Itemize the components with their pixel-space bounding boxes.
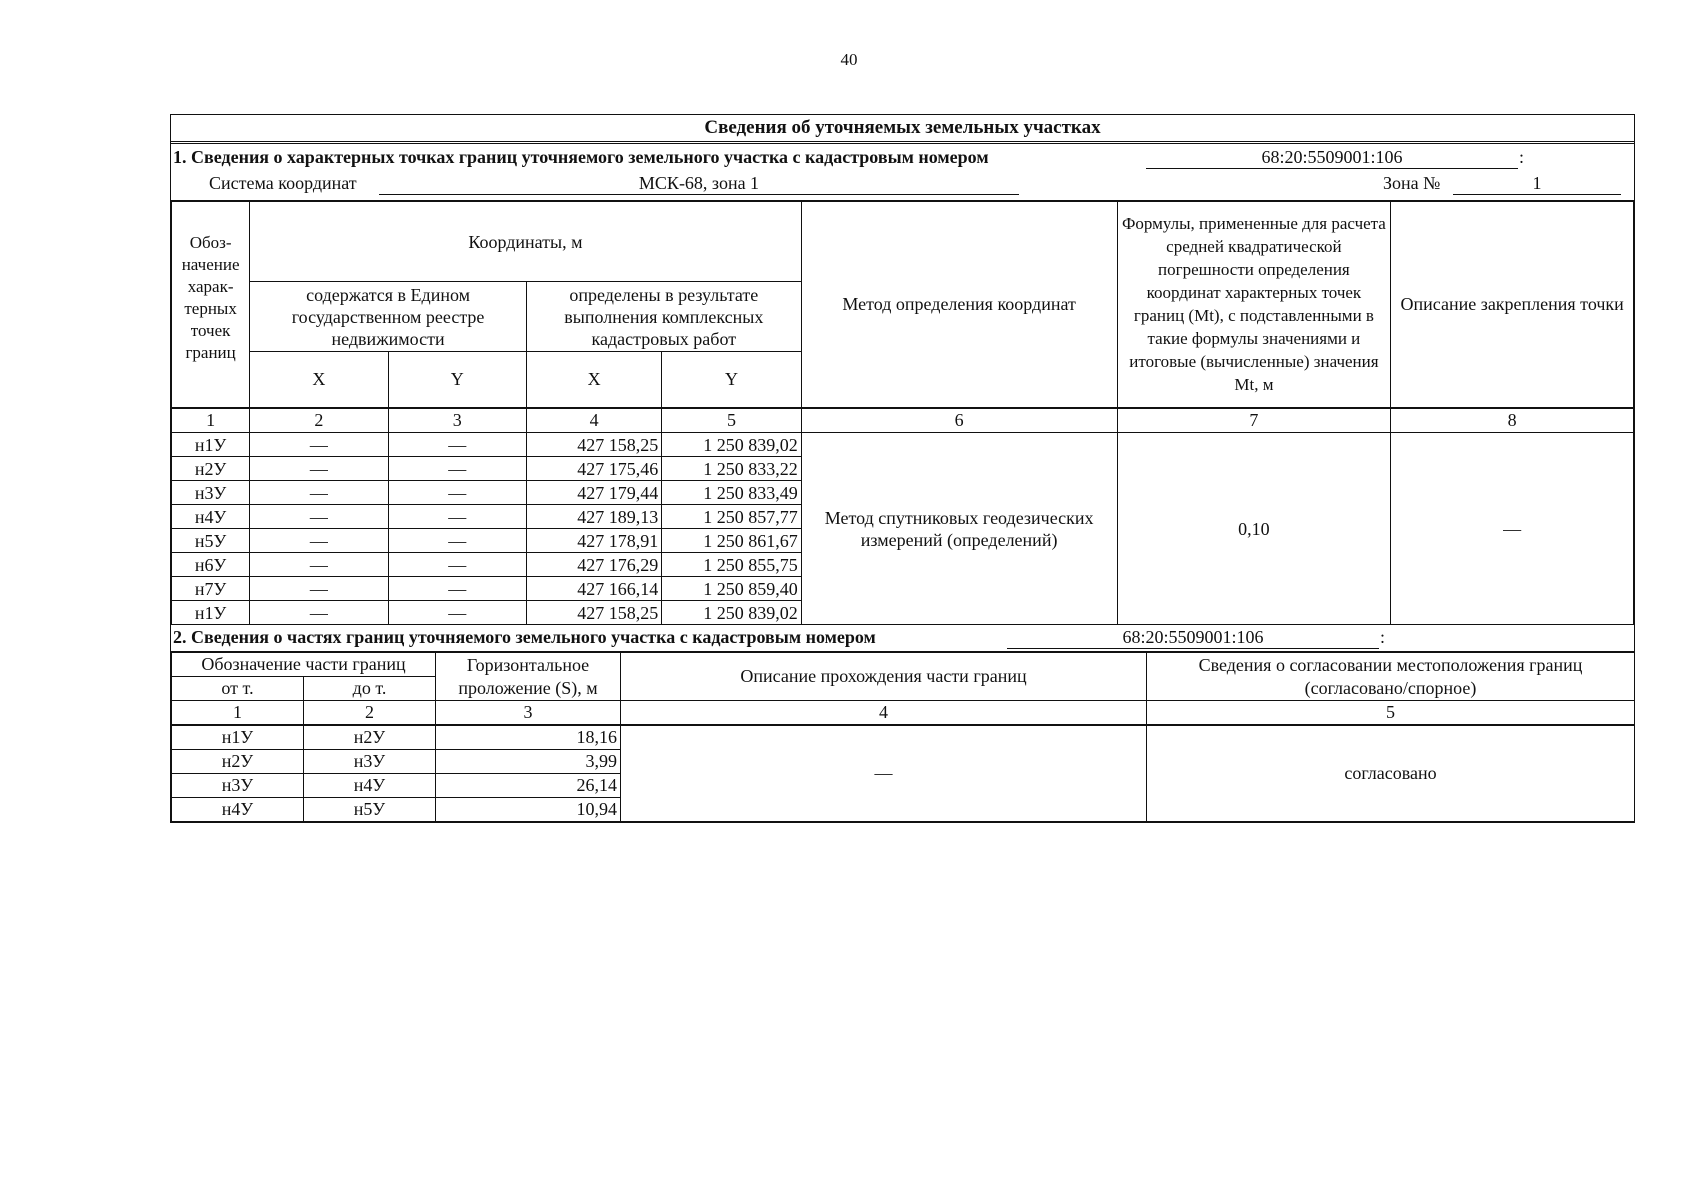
point-id: н1У	[172, 601, 250, 625]
section1-header	[171, 144, 1634, 201]
table-row	[172, 725, 1635, 750]
zone-label: Зона №	[1383, 173, 1441, 193]
y-kkr: 1 250 839,02	[662, 601, 801, 625]
section1-heading: 1. Сведения о характерных точках границ уточняемого земельного участка с кадастровым номером	[173, 147, 989, 167]
point-id: н4У	[172, 505, 250, 529]
from-point: н1У	[172, 725, 304, 750]
y-kkr: 1 250 859,40	[662, 577, 801, 601]
from-point: н3У	[172, 774, 304, 798]
header-agreement: Сведения о согласовании местоположения границ (согласовано/спорное)	[1147, 653, 1635, 701]
point-id: н1У	[172, 433, 250, 457]
x-egrn: —	[250, 577, 388, 601]
fixing-value: —	[1391, 433, 1634, 625]
header-method: Метод определения координат	[801, 202, 1117, 408]
horizontal-distance: 3,99	[436, 750, 621, 774]
coord-system-value: МСК-68, зона 1	[379, 173, 1019, 195]
header-formulas: Формулы, примененные для расчета средней квадратической погрешности определения координат характерных точек границ (Mt), с подставленными в такие формулы значениями и итоговые (вычисленные) значения Mt, м	[1117, 202, 1391, 408]
col-number: 1	[172, 701, 304, 726]
x-egrn: —	[250, 457, 388, 481]
col-number: 3	[388, 408, 526, 433]
header-y-egrn: Y	[388, 352, 526, 408]
cadastral-sheet	[170, 114, 1635, 823]
coord-system-label: Система координат	[209, 173, 357, 193]
y-kkr: 1 250 833,22	[662, 457, 801, 481]
page-number: 40	[840, 50, 858, 69]
x-kkr: 427 158,25	[526, 433, 661, 457]
y-kkr: 1 250 839,02	[662, 433, 801, 457]
col-number: 5	[1147, 701, 1635, 726]
x-egrn: —	[250, 529, 388, 553]
point-id: н5У	[172, 529, 250, 553]
y-egrn: —	[388, 529, 526, 553]
x-egrn: —	[250, 481, 388, 505]
y-kkr: 1 250 861,67	[662, 529, 801, 553]
header-from: от т.	[172, 677, 304, 701]
description-value: —	[621, 725, 1147, 822]
x-egrn: —	[250, 505, 388, 529]
col-number: 4	[621, 701, 1147, 726]
x-kkr: 427 175,46	[526, 457, 661, 481]
header-point-designation: Обоз- начение харак- терных точек границ	[172, 202, 250, 408]
header-coordinates: Координаты, м	[250, 202, 802, 282]
x-kkr: 427 179,44	[526, 481, 661, 505]
horizontal-distance: 10,94	[436, 798, 621, 822]
section1-colon: :	[1519, 147, 1525, 167]
column-numbers-row	[172, 701, 1635, 726]
x-egrn: —	[250, 433, 388, 457]
header-horizontal: Горизонтальное проложение (S), м	[436, 653, 621, 701]
point-id: н3У	[172, 481, 250, 505]
from-point: н2У	[172, 750, 304, 774]
col-number: 2	[250, 408, 388, 433]
x-egrn: —	[250, 553, 388, 577]
header-x-egrn: X	[250, 352, 388, 408]
point-id: н2У	[172, 457, 250, 481]
header-fixing: Описание закрепления точки	[1391, 202, 1634, 408]
section2-cadastral-number: 68:20:5509001:106	[1007, 627, 1379, 649]
section2-header	[171, 625, 1634, 652]
y-kkr: 1 250 833,49	[662, 481, 801, 505]
col-number: 5	[662, 408, 801, 433]
to-point: н4У	[304, 774, 436, 798]
to-point: н2У	[304, 725, 436, 750]
y-egrn: —	[388, 457, 526, 481]
header-x-kkr: X	[526, 352, 661, 408]
y-kkr: 1 250 857,77	[662, 505, 801, 529]
y-egrn: —	[388, 577, 526, 601]
col-number: 6	[801, 408, 1117, 433]
x-kkr: 427 166,14	[526, 577, 661, 601]
horizontal-distance: 18,16	[436, 725, 621, 750]
x-kkr: 427 178,91	[526, 529, 661, 553]
zone-value: 1	[1453, 173, 1621, 195]
points-table	[171, 201, 1634, 625]
col-number: 3	[436, 701, 621, 726]
col-number: 7	[1117, 408, 1391, 433]
header-y-kkr: Y	[662, 352, 801, 408]
x-egrn: —	[250, 601, 388, 625]
x-kkr: 427 189,13	[526, 505, 661, 529]
agreement-value: согласовано	[1147, 725, 1635, 822]
header-part: Обозначение части границ	[172, 653, 436, 677]
header-egrn: содержатся в Едином государственном реестре недвижимости	[250, 282, 527, 352]
col-number: 1	[172, 408, 250, 433]
col-number: 8	[1391, 408, 1634, 433]
header-to: до т.	[304, 677, 436, 701]
x-kkr: 427 158,25	[526, 601, 661, 625]
table-row	[172, 433, 1634, 457]
x-kkr: 427 176,29	[526, 553, 661, 577]
section2-colon: :	[1380, 627, 1386, 647]
section2-heading: 2. Сведения о частях границ уточняемого земельного участка с кадастровым номером	[173, 627, 876, 647]
y-egrn: —	[388, 601, 526, 625]
point-id: н7У	[172, 577, 250, 601]
y-egrn: —	[388, 505, 526, 529]
to-point: н5У	[304, 798, 436, 822]
col-number: 4	[526, 408, 661, 433]
to-point: н3У	[304, 750, 436, 774]
y-kkr: 1 250 855,75	[662, 553, 801, 577]
y-egrn: —	[388, 481, 526, 505]
mt-value: 0,10	[1117, 433, 1391, 625]
sheet-title: Сведения об уточняемых земельных участках	[171, 115, 1634, 144]
point-id: н6У	[172, 553, 250, 577]
col-number: 2	[304, 701, 436, 726]
from-point: н4У	[172, 798, 304, 822]
header-description: Описание прохождения части границ	[621, 653, 1147, 701]
header-kkr: определены в результате выполнения комплексных кадастровых работ	[526, 282, 801, 352]
boundary-parts-table	[171, 652, 1635, 822]
y-egrn: —	[388, 553, 526, 577]
section1-cadastral-number: 68:20:5509001:106	[1146, 147, 1518, 169]
column-numbers-row	[172, 408, 1634, 433]
horizontal-distance: 26,14	[436, 774, 621, 798]
y-egrn: —	[388, 433, 526, 457]
method-value: Метод спутниковых геодезических измерений (определений)	[801, 433, 1117, 625]
